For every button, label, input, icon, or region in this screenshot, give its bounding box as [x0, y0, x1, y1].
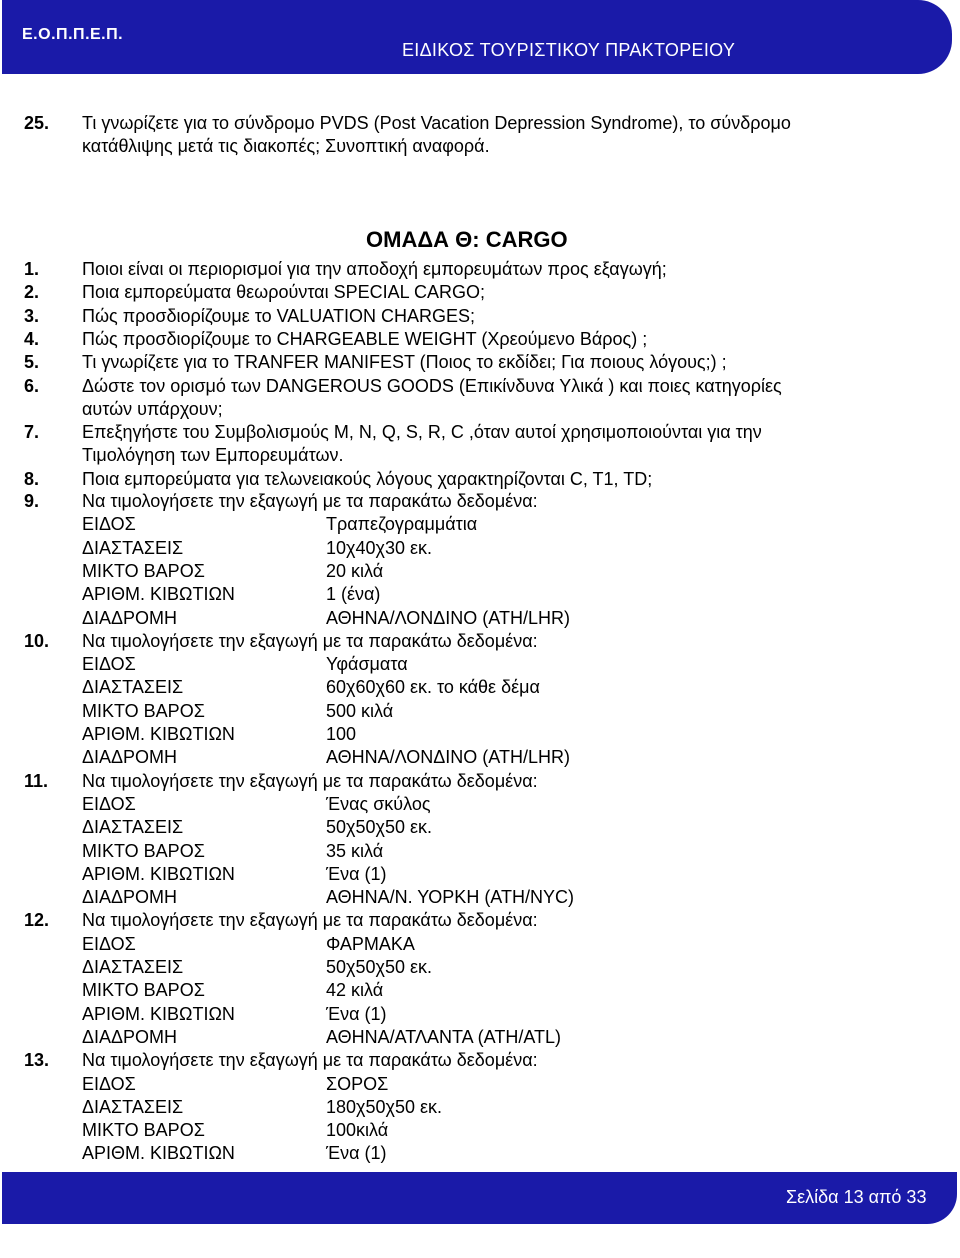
field-label: ΔΙΑΣΤΑΣΕΙΣ [82, 817, 184, 838]
field-value: 100 [326, 724, 357, 744]
question-number: 8. [24, 468, 40, 489]
field-label: ΔΙΑΣΤΑΣΕΙΣ [82, 677, 184, 698]
field-value: 35 κιλά [326, 840, 384, 861]
question-text: Ποια εμπορεύματα θεωρούνται SPECIAL CARGO; [82, 282, 485, 303]
field-label: ΔΙΑΔΡΟΜΗ [82, 747, 178, 768]
field-value: 10χ40χ30 εκ. [326, 537, 432, 558]
question-text: αυτών υπάρχουν; [82, 398, 223, 419]
field-label: ΔΙΑΔΡΟΜΗ [82, 1026, 178, 1047]
question-number: 5. [24, 352, 40, 373]
exercise-intro: Να τιμολογήσετε την εξαγωγή με τα παρακάτω δεδομένα: [82, 770, 538, 791]
field-label: ΔΙΑΔΡΟΜΗ [82, 607, 178, 628]
field-value: 100κιλά [326, 1120, 389, 1141]
question-text: κατάθλιψης μετά τις διακοπές; Συνοπτική αναφορά. [82, 136, 490, 156]
exercise-intro: Να τιμολογήσετε την εξαγωγή με τα παρακάτω δεδομένα: [82, 1050, 538, 1071]
field-value: ΦΑΡΜΑΚΑ [326, 933, 415, 954]
question-text: Ποια εμπορεύματα για τελωνειακούς λόγους χαρακτηρίζονται C, T1, TD; [82, 468, 653, 489]
question-text: Ποιοι είναι οι περιορισμοί για την αποδοχή εμπορευμάτων προς εξαγωγή; [82, 259, 667, 279]
field-label: ΑΡΙΘΜ. ΚΙΒΩΤΙΩΝ [82, 584, 235, 605]
field-label: ΕΙΔΟΣ [82, 514, 136, 535]
field-label: ΜΙΚΤΟ ΒΑΡΟΣ [82, 980, 205, 1001]
field-label: ΕΙΔΟΣ [82, 933, 136, 954]
question-number: 7. [24, 422, 40, 443]
field-label: ΑΡΙΘΜ. ΚΙΒΩΤΙΩΝ [82, 863, 235, 884]
field-value: Ένα (1) [326, 1003, 387, 1024]
exercise-number: 9. [24, 491, 40, 511]
question-text: Τι γνωρίζετε για το TRANFER MANIFEST (Ποιος το εκδίδει; Για ποιους λόγους;) ; [82, 352, 727, 373]
field-value: ΑΘΗΝΑ/ΑΤΛΑΝΤΑ (ATH/ATL) [326, 1026, 561, 1047]
field-value: Ένας σκύλος [326, 793, 431, 814]
exercise-intro: Να τιμολογήσετε την εξαγωγή με τα παρακάτω δεδομένα: [82, 630, 538, 651]
field-label: ΔΙΑΣΤΑΣΕΙΣ [82, 537, 184, 558]
field-label: ΜΙΚΤΟ ΒΑΡΟΣ [82, 840, 205, 861]
field-value: 60χ60χ60 εκ. το κάθε δέμα [326, 677, 540, 698]
field-value: 1 (ένα) [326, 584, 381, 605]
question-number: 2. [24, 282, 40, 303]
question-number: 6. [24, 375, 40, 396]
exercise-number: 11. [24, 770, 49, 791]
exercise-intro: Να τιμολογήσετε την εξαγωγή με τα παρακάτω δεδομένα: [82, 910, 538, 931]
header-bar [2, 0, 952, 74]
question-text: Πώς προσδιορίζουμε το VALUATION CHARGES; [82, 305, 475, 326]
header-org: Ε.Ο.Π.Π.Ε.Π. [22, 26, 124, 43]
field-value: Ένα (1) [326, 1143, 387, 1164]
field-value: 42 κιλά [326, 980, 384, 1001]
question-number: 4. [24, 328, 40, 349]
question-text: Τι γνωρίζετε για το σύνδρομο PVDS (Post Vacation Depression Syndrome), το σύνδρομο [82, 113, 791, 133]
field-value: 50χ50χ50 εκ. [326, 957, 432, 977]
field-value: Τραπεζογραμμάτια [326, 514, 478, 535]
field-value: Υφάσματα [326, 654, 408, 675]
field-value: 50χ50χ50 εκ. [326, 817, 432, 838]
question-number: 3. [24, 305, 40, 326]
exercise-intro: Να τιμολογήσετε την εξαγωγή με τα παρακάτω δεδομένα: [82, 491, 538, 511]
field-label: ΕΙΔΟΣ [82, 654, 136, 675]
question-text: Πώς προσδιορίζουμε το CHARGEABLE WEIGHT (Χρεούμενο Βάρος) ; [82, 328, 648, 349]
header-title: ΕΙΔΙΚΟΣ ΤΟΥΡΙΣΤΙΚΟΥ ΠΡΑΚΤΟΡΕΙΟΥ [402, 40, 736, 60]
field-value: Ένα (1) [326, 863, 387, 884]
question-number: 1. [24, 259, 40, 279]
field-value: 20 κιλά [326, 560, 384, 581]
exercise-number: 13. [24, 1050, 50, 1071]
field-label: ΑΡΙΘΜ. ΚΙΒΩΤΙΩΝ [82, 1143, 235, 1164]
field-label: ΜΙΚΤΟ ΒΑΡΟΣ [82, 700, 205, 721]
question-text: Δώστε τον ορισμό των DANGEROUS GOODS (Επικίνδυνα Υλικά ) και ποιες κατηγορίες [82, 375, 782, 396]
field-label: ΔΙΑΔΡΟΜΗ [82, 887, 178, 908]
field-value: ΑΘΗΝΑ/ΛΟΝΔΙΝΟ (ATH/LHR) [326, 607, 570, 628]
field-label: ΔΙΑΣΤΑΣΕΙΣ [82, 957, 184, 977]
exercise-number: 10. [24, 630, 50, 651]
field-value: ΑΘΗΝΑ/Ν. ΥΟΡΚΗ (ATH/NYC) [326, 887, 574, 908]
question-number: 25. [24, 113, 50, 133]
page-number: Σελίδα 13 από 33 [786, 1187, 927, 1207]
question-text: Επεξηγήστε του Συμβολισμούς M, N, Q, S, R, C ,όταν αυτοί χρησιμοποιούνται για την [82, 422, 762, 443]
field-label: ΑΡΙΘΜ. ΚΙΒΩΤΙΩΝ [82, 1003, 235, 1024]
field-value: 500 κιλά [326, 700, 394, 721]
exercise-number: 12. [24, 910, 50, 931]
field-label: ΔΙΑΣΤΑΣΕΙΣ [82, 1096, 184, 1117]
field-label: ΕΙΔΟΣ [82, 1073, 136, 1094]
question-text: Τιμολόγηση των Εμπορευμάτων. [82, 445, 344, 466]
field-label: ΜΙΚΤΟ ΒΑΡΟΣ [82, 560, 205, 581]
field-value: ΑΘΗΝΑ/ΛΟΝΔΙΝΟ (ATH/LHR) [326, 747, 570, 768]
field-label: ΜΙΚΤΟ ΒΑΡΟΣ [82, 1120, 205, 1141]
field-label: ΕΙΔΟΣ [82, 793, 136, 814]
field-value: 180χ50χ50 εκ. [326, 1096, 442, 1117]
field-label: ΑΡΙΘΜ. ΚΙΒΩΤΙΩΝ [82, 724, 235, 744]
field-value: ΣΟΡΟΣ [326, 1073, 389, 1094]
section-title: ΟΜΑΔΑ Θ: CARGO [366, 227, 568, 252]
